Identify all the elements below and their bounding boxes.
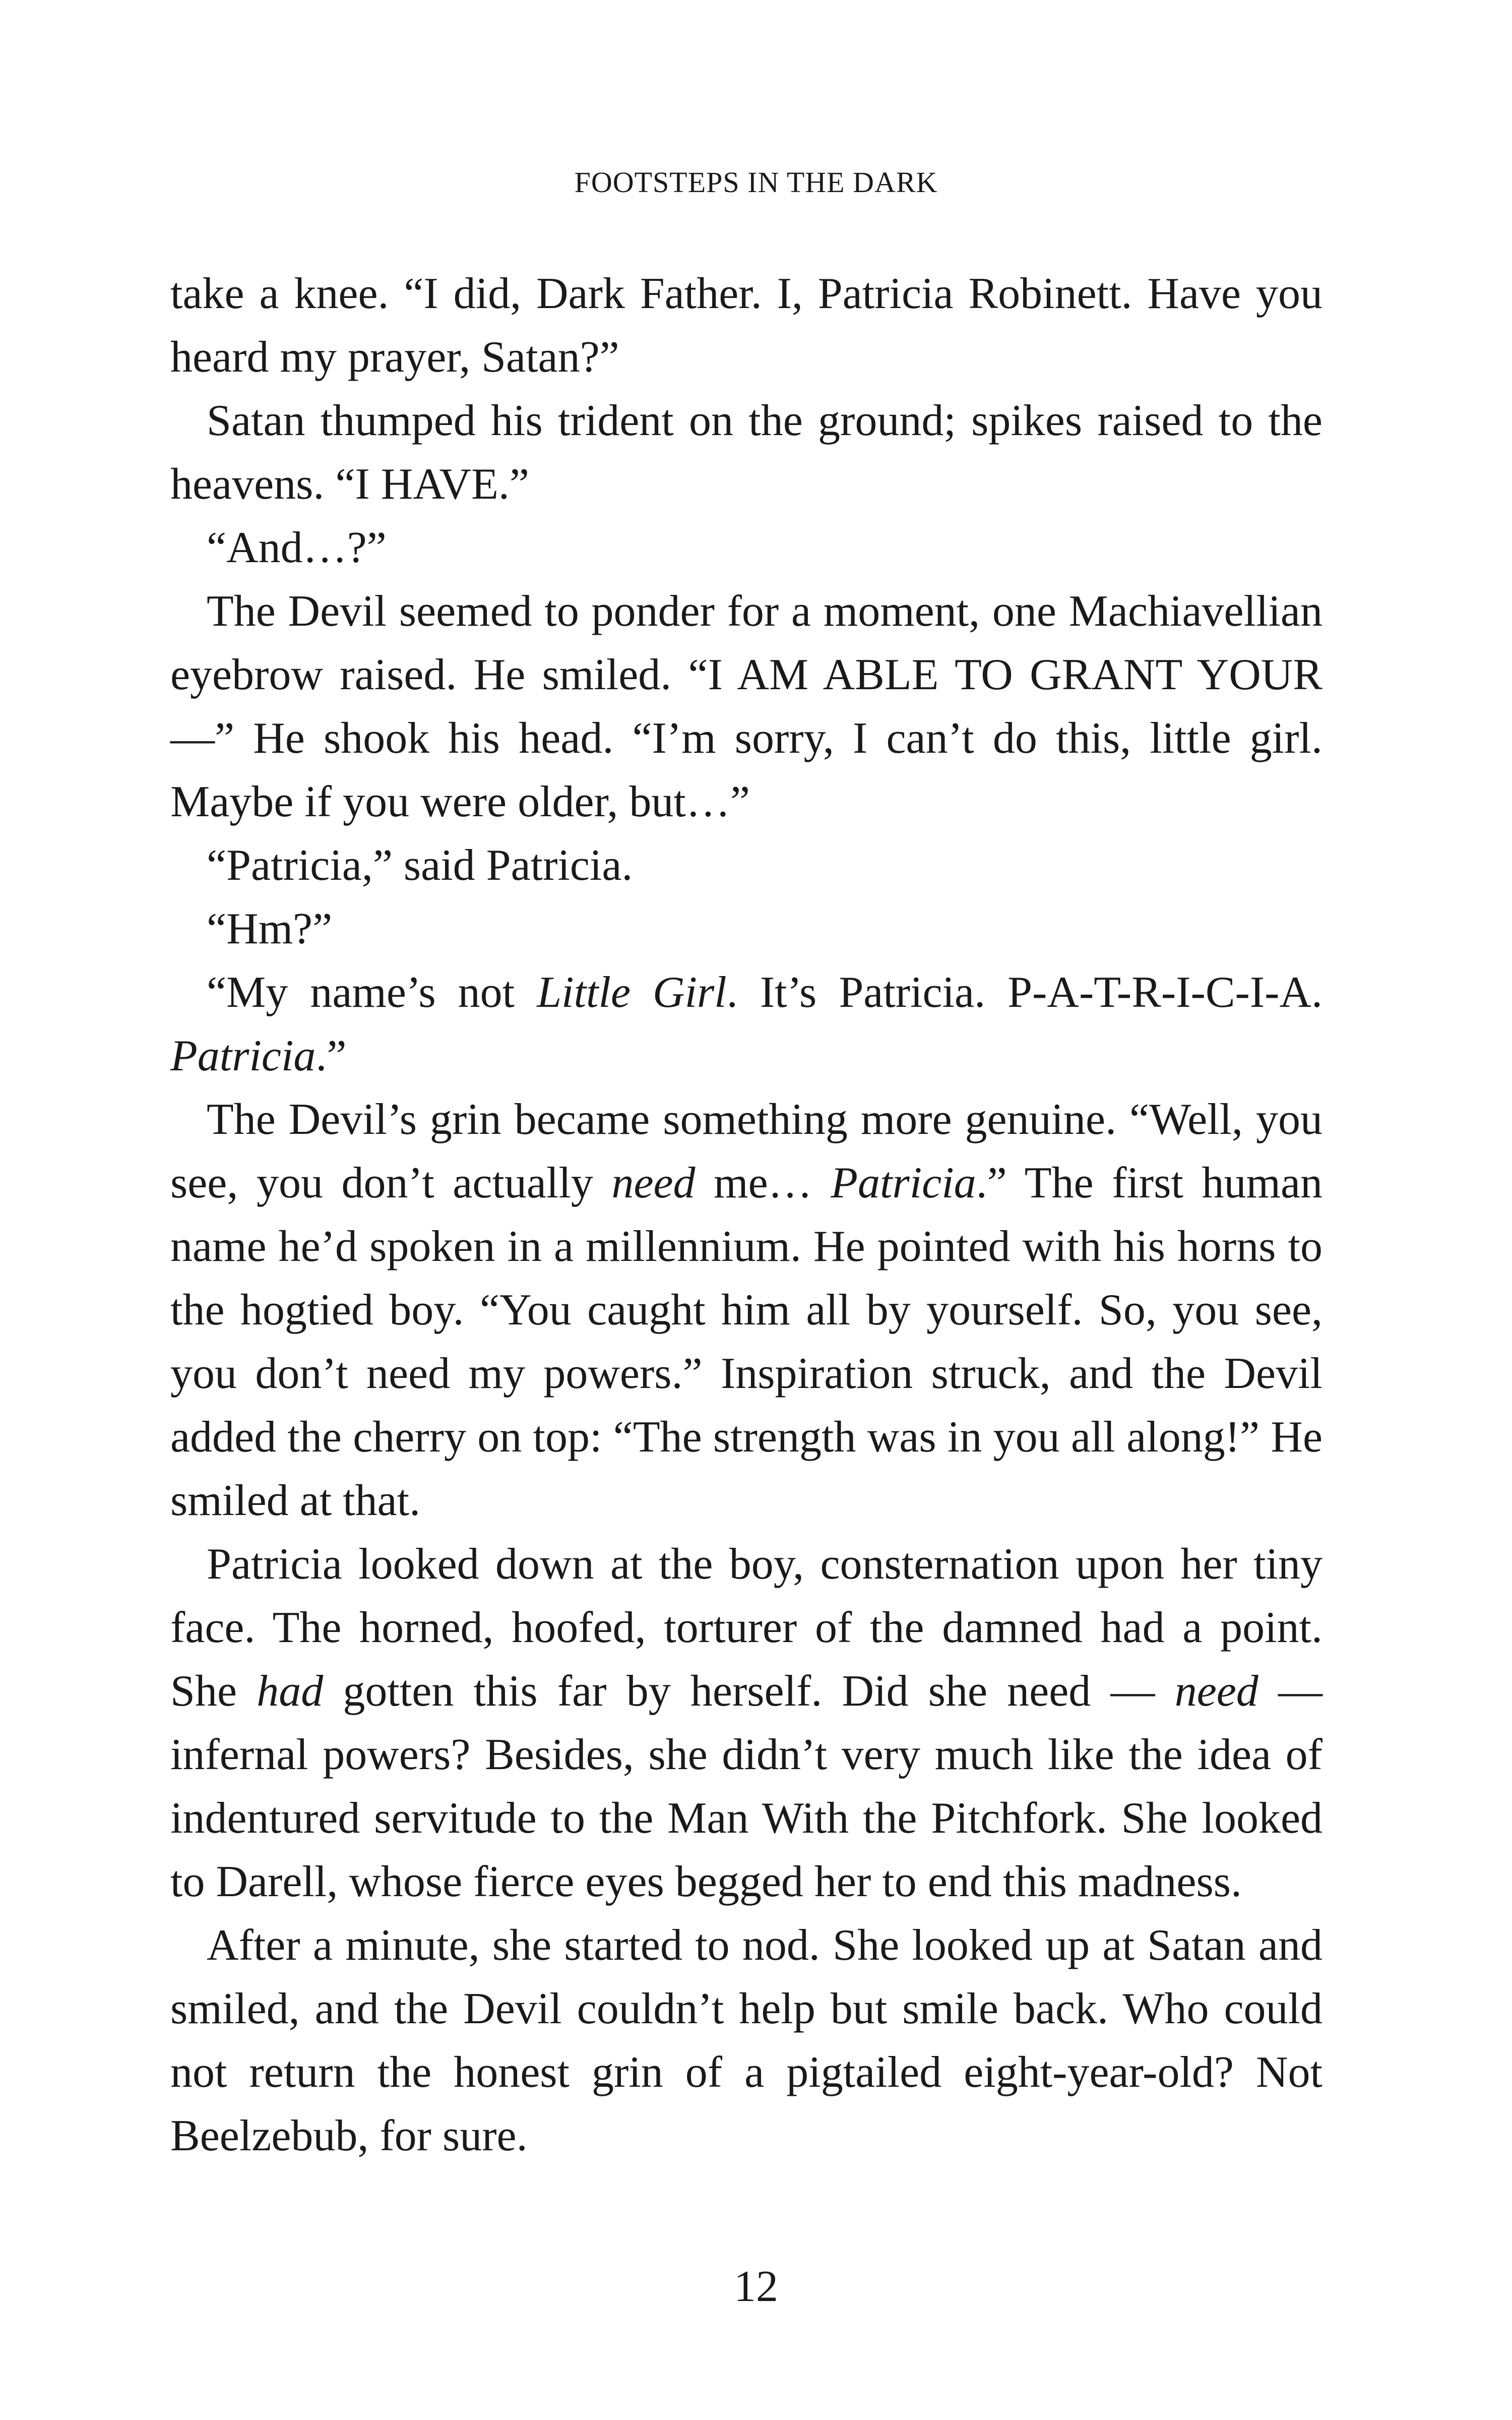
italic-text: Patricia bbox=[831, 1159, 976, 1207]
page-number: 12 bbox=[734, 2262, 778, 2311]
italic-text: Little Girl bbox=[537, 968, 727, 1017]
text-run: “Patricia,” said Patricia. bbox=[207, 841, 633, 890]
text-run: .” The first human name he’d spoken in a millennium. He pointed with his horns to the hogtied boy. “You caught him all by yourself. So, you see, you don’t need my powers.” Inspiration struck, and the Devil added the cherry on top: “The strength was in you all along!” He smiled at that. bbox=[170, 1159, 1322, 1525]
paragraph bbox=[170, 897, 1322, 961]
text-run: take a knee. “I did, Dark Father. I, Patricia Robinett. Have you heard my prayer, Satan?” bbox=[170, 269, 1322, 382]
italic-text: need bbox=[1174, 1667, 1258, 1716]
text-run: Patricia looked down at the boy, consternation upon her tiny face. The horned, hoofed, torturer of the damned had a point. She bbox=[170, 1540, 1322, 1716]
paragraph bbox=[170, 1914, 1322, 2168]
paragraph bbox=[170, 834, 1322, 897]
text-run: — infernal powers? Besides, she didn’t very much like the idea of indentured servitude to the Man With the Pitchfork. She looked to Darell, whose fierce eyes begged her to end this madness. bbox=[170, 1667, 1322, 1906]
italic-text: Patricia bbox=[170, 1032, 316, 1080]
text-run: “My name’s not bbox=[207, 968, 537, 1017]
paragraph bbox=[170, 580, 1322, 834]
text-run: .” bbox=[316, 1032, 347, 1080]
italic-text: need bbox=[611, 1159, 696, 1207]
paragraph bbox=[170, 262, 1322, 389]
text-run: After a minute, she started to nod. She looked up at Satan and smiled, and the Devil couldn’t help but smile back. Who could not return the honest grin of a pigtailed eight-year-old? Not Beelzebub, for sure. bbox=[170, 1921, 1322, 2160]
paragraph bbox=[170, 1533, 1322, 1914]
paragraph bbox=[170, 389, 1322, 516]
text-run: gotten this far by herself. Did she need — bbox=[323, 1667, 1175, 1716]
body-text bbox=[170, 262, 1322, 2168]
text-run: Satan thumped his trident on the ground; spikes raised to the heavens. “I HAVE.” bbox=[170, 396, 1322, 509]
running-head: FOOTSTEPS IN THE DARK bbox=[574, 166, 938, 199]
text-run: The Devil seemed to ponder for a moment, one Machiavellian eyebrow raised. He smiled. “I AM ABLE TO GRANT YOUR—” He shook his head. “I’m sorry, I can’t do this, little girl. Maybe if you were older, but…” bbox=[170, 587, 1322, 826]
paragraph bbox=[170, 961, 1322, 1088]
text-run: “Hm?” bbox=[207, 904, 333, 953]
text-run: The Devil’s grin became something more genuine. “Well, you see, you don’t actually bbox=[170, 1095, 1322, 1207]
italic-text: had bbox=[257, 1667, 324, 1716]
text-run: “And…?” bbox=[207, 523, 387, 572]
paragraph bbox=[170, 1088, 1322, 1533]
text-run: . It’s Patricia. P-A-T-R-I-C-I-A. bbox=[726, 968, 1323, 1017]
paragraph bbox=[170, 516, 1322, 580]
text-run: me… bbox=[695, 1159, 831, 1207]
